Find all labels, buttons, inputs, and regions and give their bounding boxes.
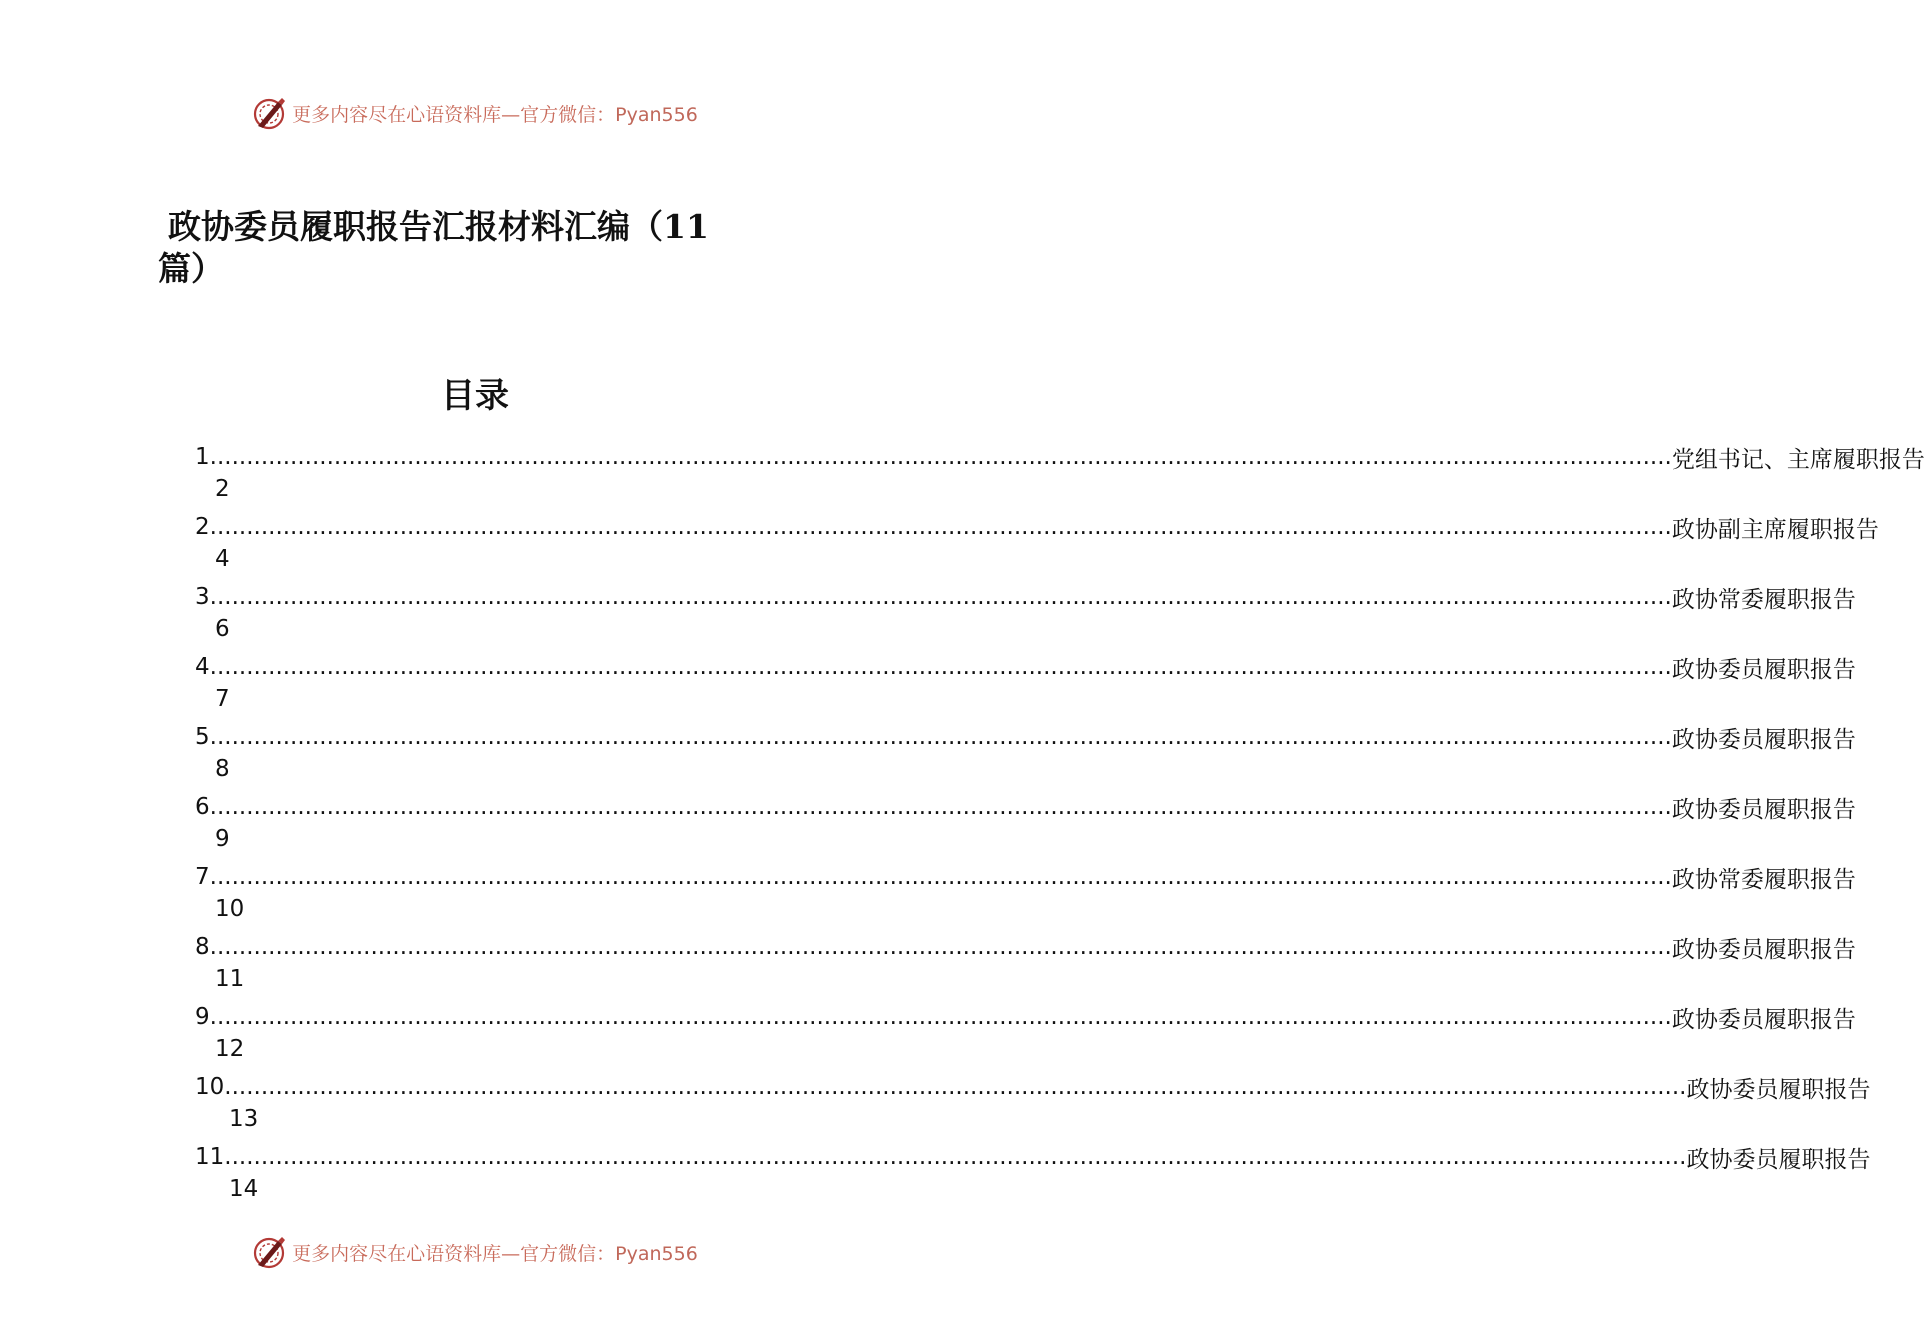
toc-page-number: 6 (215, 616, 230, 642)
toc-leader-dots: ........................................................................................................................................................................................................ (209, 794, 1672, 820)
toc-entry[interactable] (195, 1140, 1871, 1210)
toc-number: 1 (195, 444, 210, 470)
toc-leader-dots: ........................................................................................................................................................................................................ (209, 724, 1672, 750)
toc-entry[interactable] (195, 720, 1856, 790)
toc-label: 政协委员履职报告 (1671, 726, 1856, 753)
toc-line (195, 790, 1856, 824)
toc-line (195, 860, 1856, 894)
toc-leader-dots: ........................................................................................................................................................................................................ (209, 584, 1672, 610)
toc-entry[interactable] (195, 580, 1856, 650)
toc-leader-dots: ........................................................................................................................................................................................................ (209, 654, 1672, 680)
toc-number: 8 (195, 934, 210, 960)
toc-label: 政协常委履职报告 (1671, 586, 1856, 613)
toc-entry[interactable] (195, 440, 1925, 510)
toc-line (195, 510, 1879, 544)
toc-entry[interactable] (195, 930, 1856, 1000)
banner-text (292, 1239, 698, 1266)
toc-page-number: 2 (215, 476, 230, 502)
toc-entry[interactable] (195, 650, 1856, 720)
table-of-contents (195, 440, 1925, 1210)
toc-line (195, 1140, 1871, 1174)
toc-label: 政协委员履职报告 (1671, 796, 1856, 823)
toc-number: 11 (195, 1144, 225, 1170)
toc-page-number: 8 (215, 756, 230, 782)
toc-entry[interactable] (195, 860, 1856, 930)
toc-page-number: 12 (215, 1036, 245, 1062)
toc-number: 7 (195, 864, 210, 890)
toc-label: 政协委员履职报告 (1671, 656, 1856, 683)
toc-line (195, 650, 1856, 684)
document-title (158, 206, 768, 290)
toc-line (195, 1000, 1856, 1034)
banner-text (292, 100, 698, 127)
toc-label: 党组书记、主席履职报告 (1671, 446, 1925, 473)
toc-page-number: 11 (215, 966, 245, 992)
pen-seal-icon (252, 96, 286, 130)
toc-label: 政协委员履职报告 (1686, 1146, 1871, 1173)
toc-number: 3 (195, 584, 210, 610)
toc-page-number: 13 (229, 1106, 259, 1132)
toc-page-number: 9 (215, 826, 230, 852)
toc-leader-dots: ........................................................................................................................................................................................................ (209, 1004, 1672, 1030)
toc-heading: 目录 (441, 376, 509, 416)
toc-number: 10 (195, 1074, 225, 1100)
toc-leader-dots: ........................................................................................................................................................................................................ (209, 934, 1672, 960)
toc-label: 政协委员履职报告 (1671, 936, 1856, 963)
toc-line (195, 720, 1856, 754)
banner-text-cn: 更多内容尽在心语资料库—官方微信： (292, 103, 616, 126)
toc-line (195, 1070, 1871, 1104)
toc-line (195, 930, 1856, 964)
toc-number: 6 (195, 794, 210, 820)
banner-wechat-id: Pyan556 (615, 103, 698, 126)
toc-page-number: 10 (215, 896, 245, 922)
toc-page-number: 4 (215, 546, 230, 572)
toc-number: 9 (195, 1004, 210, 1030)
toc-leader-dots: ........................................................................................................................................................................................................ (224, 1144, 1687, 1170)
toc-leader-dots: ........................................................................................................................................................................................................ (209, 444, 1672, 470)
footer-banner (0, 1232, 950, 1272)
banner-wechat-id: Pyan556 (615, 1242, 698, 1265)
toc-line (195, 440, 1925, 474)
toc-label: 政协常委履职报告 (1671, 866, 1856, 893)
toc-number: 5 (195, 724, 210, 750)
toc-leader-dots: ........................................................................................................................................................................................................ (224, 1074, 1687, 1100)
toc-entry[interactable] (195, 1070, 1871, 1140)
toc-leader-dots: ........................................................................................................................................................................................................ (209, 864, 1672, 890)
toc-entry[interactable] (195, 1000, 1856, 1070)
toc-number: 2 (195, 514, 210, 540)
toc-label: 政协委员履职报告 (1671, 1006, 1856, 1033)
header-banner (0, 93, 950, 133)
banner-text-cn: 更多内容尽在心语资料库—官方微信： (292, 1242, 616, 1265)
toc-label: 政协委员履职报告 (1686, 1076, 1871, 1103)
pen-seal-icon (252, 1235, 286, 1269)
document-title-line2: 篇） (158, 249, 224, 288)
toc-line (195, 580, 1856, 614)
toc-leader-dots: ........................................................................................................................................................................................................ (209, 514, 1672, 540)
toc-page-number: 14 (229, 1176, 259, 1202)
toc-entry[interactable] (195, 510, 1879, 580)
toc-entry[interactable] (195, 790, 1856, 860)
toc-page-number: 7 (215, 686, 230, 712)
toc-label: 政协副主席履职报告 (1671, 516, 1879, 543)
toc-number: 4 (195, 654, 210, 680)
document-title-line1: 政协委员履职报告汇报材料汇编（11 (168, 207, 709, 246)
